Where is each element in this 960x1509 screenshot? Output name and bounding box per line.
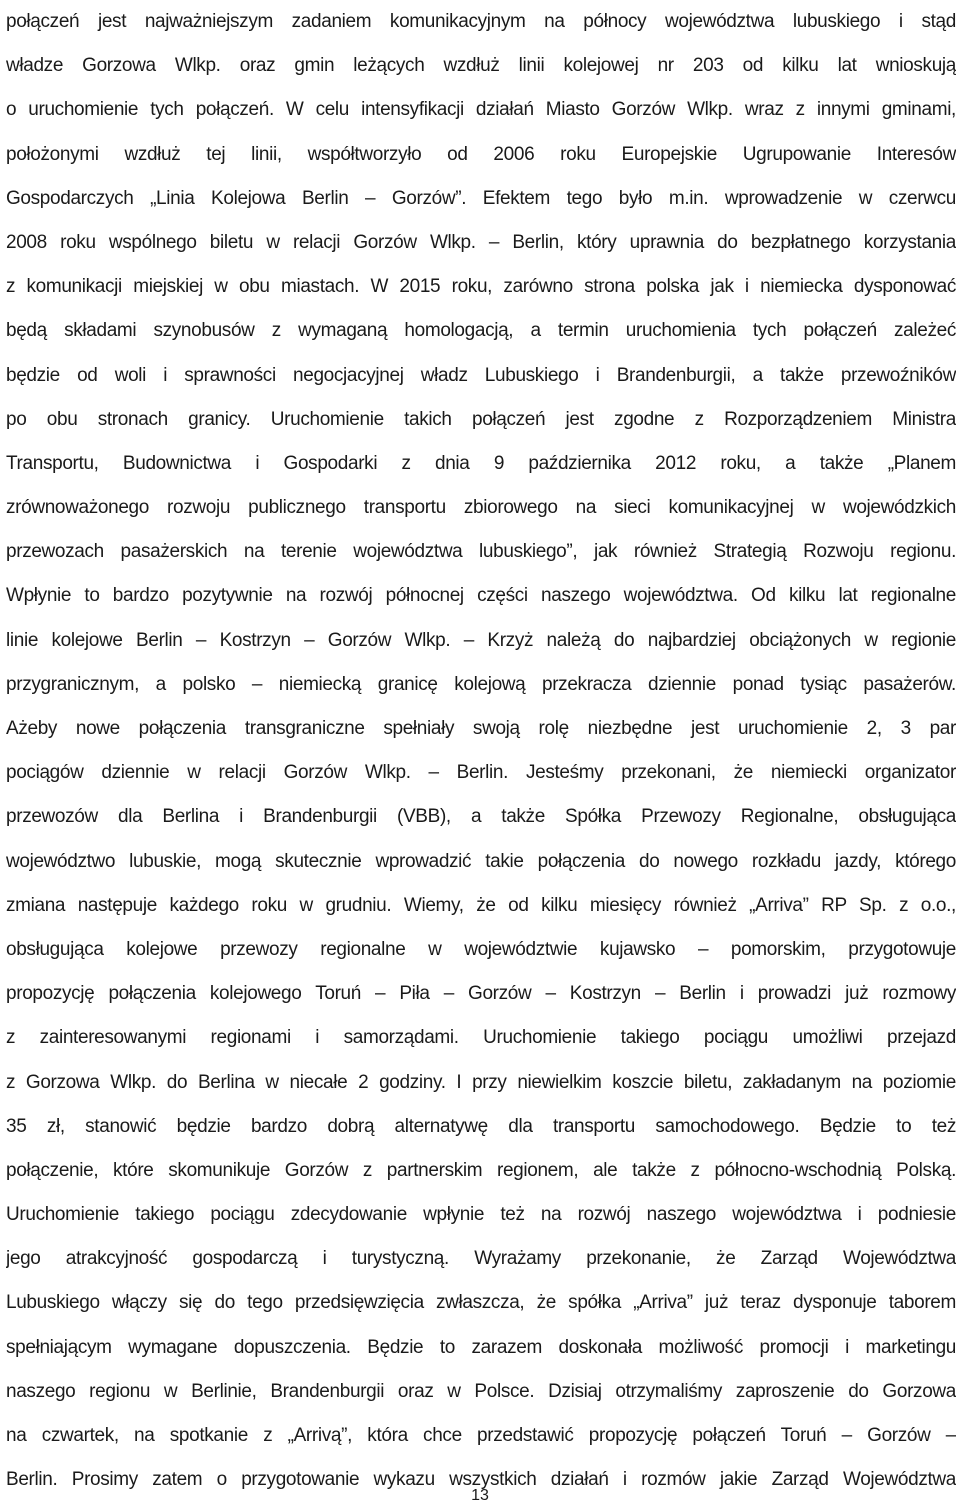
text-line: o uruchomienie tych połączeń. W celu intensyfikacji działań Miasto Gorzów Wlkp. wraz z innymi gminami, [6, 99, 956, 121]
text-line: z zainteresowanymi regionami i samorządami. Uruchomienie takiego pociągu umożliwi przejazd [6, 1027, 956, 1049]
text-line: zrównoważonego rozwoju publicznego transportu zbiorowego na sieci komunikacyjnej w wojewódzkich [6, 497, 956, 519]
text-line: zmiana następuje każdego roku w grudniu. Wiemy, że od kilku miesięcy również „Arriva” RP Sp. z o.o., [6, 894, 956, 916]
text-line: województwo lubuskie, mogą skutecznie wprowadzić takie połączenia do nowego rozkładu jazdy, którego [6, 850, 956, 872]
text-line: Berlin. Prosimy zatem o przygotowanie wykazu wszystkich działań i rozmów jakie Zarząd Województwa [6, 1469, 956, 1491]
text-line: władze Gorzowa Wlkp. oraz gmin leżących wzdłuż linii kolejowej nr 203 od kilku lat wnioskują [6, 55, 956, 77]
text-line: Ażeby nowe połączenia transgraniczne spełniały swoją rolę niezbędne jest uruchomienie 2, 3 par [6, 718, 956, 739]
text-line: naszego regionu w Berlinie, Brandenburgii oraz w Polsce. Dzisiaj otrzymaliśmy zaproszenie do Gorzowa [6, 1380, 956, 1402]
text-line: będzie od woli i sprawności negocjacyjnej władz Lubuskiego i Brandenburgii, a także przewoźników [6, 364, 956, 386]
text-line: po obu stronach granicy. Uruchomienie takich połączeń jest zgodne z Rozporządzeniem Ministra [6, 408, 956, 430]
text-line: z komunikacji miejskiej w obu miastach. W 2015 roku, zarówno strona polska jak i niemiecka dysponować [6, 276, 956, 298]
text-line: będą składami szynobusów z wymaganą homologacją, a termin uruchomienia tych połączeń zależeć [6, 320, 956, 342]
text-line: Lubuskiego włączy się do tego przedsięwzięcia zwłaszcza, że spółka „Arriva” już teraz dysponuje taborem [6, 1292, 956, 1314]
text-line: 35 zł, stanowić będzie bardzo dobrą alternatywę dla transportu samochodowego. Będzie to też [6, 1115, 956, 1137]
text-line: pociągów dziennie w relacji Gorzów Wlkp. – Berlin. Jesteśmy przekonani, że niemiecki organizator [6, 762, 956, 784]
text-line: Uruchomienie takiego pociągu zdecydowanie wpłynie też na rozwój naszego województwa i podniesie [6, 1204, 956, 1226]
text-line: przewozów dla Berlina i Brandenburgii (VBB), a także Spółka Przewozy Regionalne, obsługująca [6, 806, 956, 828]
text-line: jego atrakcyjność gospodarczą i turystyczną. Wyrażamy przekonanie, że Zarząd Województwa [6, 1248, 956, 1270]
text-line: linie kolejowe Berlin – Kostrzyn – Gorzów Wlkp. – Krzyż należą do najbardziej obciążonych w regionie [6, 629, 956, 651]
text-line: Gospodarczych „Linia Kolejowa Berlin – Gorzów”. Efektem tego było m.in. wprowadzenie w czerwcu [6, 187, 956, 209]
body-paragraph [6, 0, 956, 1502]
page-number: 13 [471, 1487, 489, 1504]
text-line: Transportu, Budownictwa i Gospodarki z dnia 9 października 2012 roku, a także „Planem [6, 452, 956, 474]
text-line: z Gorzowa Wlkp. do Berlina w niecałe 2 godziny. I przy niewielkim koszcie biletu, zakładanym na poziomie [6, 1071, 956, 1093]
text-line: propozycję połączenia kolejowego Toruń – Piła – Gorzów – Kostrzyn – Berlin i prowadzi już rozmowy [6, 983, 956, 1005]
text-line: połączeń jest najważniejszym zadaniem komunikacyjnym na północy województwa lubuskiego i stąd [6, 11, 956, 32]
text-line: spełniającym wymagane dopuszczenia. Będzie to zarazem doskonała możliwość promocji i marketingu [6, 1336, 956, 1358]
text-line: przygranicznym, a polsko – niemiecką granicę kolejową przekracza dziennie ponad tysiąc pasażerów. [6, 673, 956, 695]
text-line: na czwartek, na spotkanie z „Arrivą”, która chce przedstawić propozycję połączeń Toruń – Gorzów – [6, 1425, 956, 1446]
text-line: obsługująca kolejowe przewozy regionalne w województwie kujawsko – pomorskim, przygotowuje [6, 938, 956, 960]
text-line: położonymi wzdłuż tej linii, współtworzyło od 2006 roku Europejskie Ugrupowanie Interesów [6, 143, 956, 165]
text-line: Wpłynie to bardzo pozytywnie na rozwój północnej części naszego województwa. Od kilku lat regionalne [6, 585, 956, 607]
text-line: 2008 roku wspólnego biletu w relacji Gorzów Wlkp. – Berlin, który uprawnia do bezpłatnego korzystania [6, 231, 956, 253]
text-line: połączenie, które skomunikuje Gorzów z partnerskim regionem, ale także z północno-wschodnią Polską. [6, 1159, 956, 1181]
text-line: przewozach pasażerskich na terenie województwa lubuskiego”, jak również Strategią Rozwoju regionu. [6, 541, 956, 563]
